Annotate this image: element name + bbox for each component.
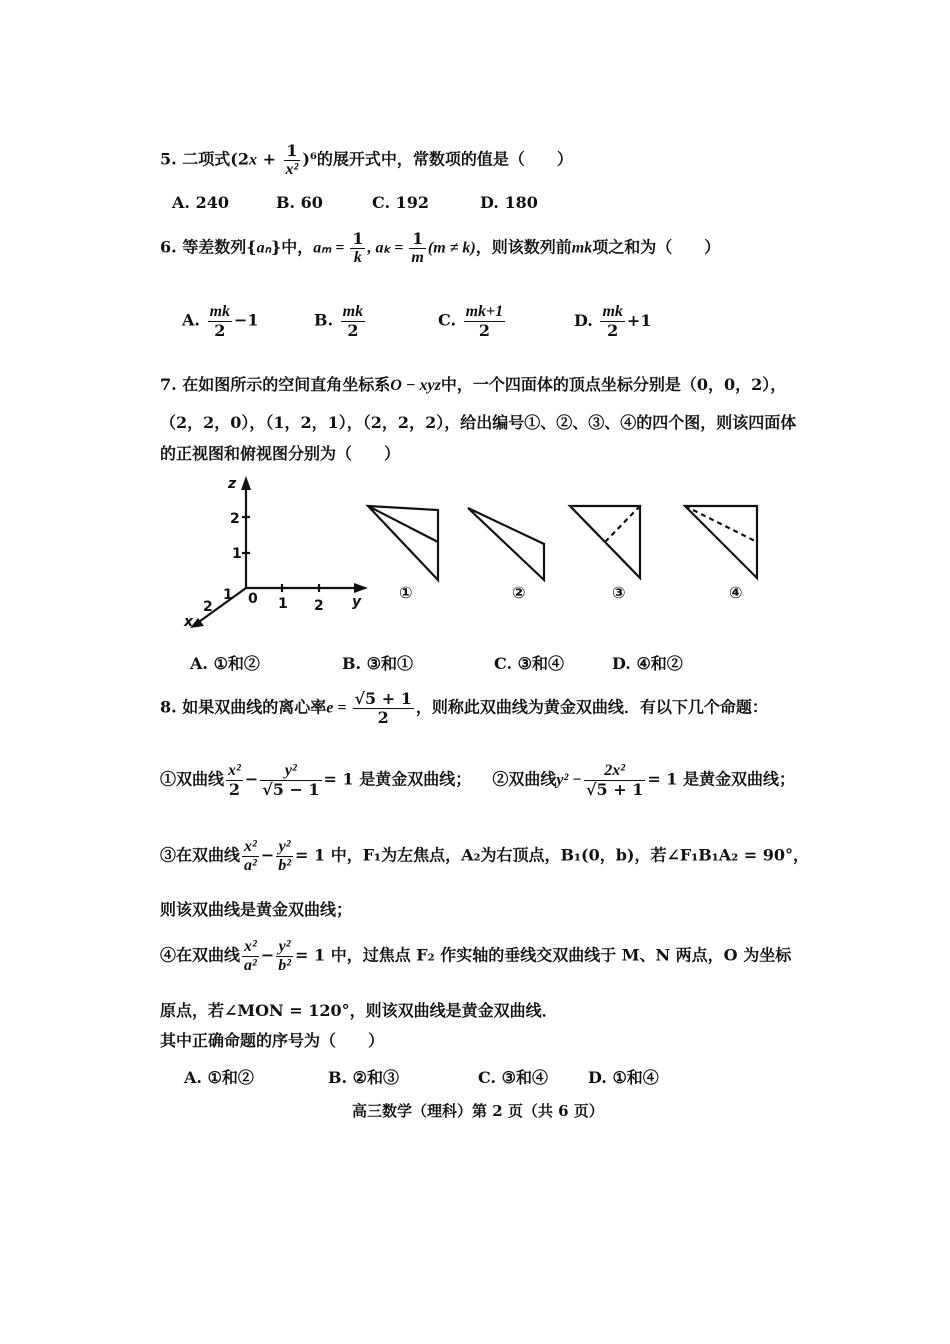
- option-fraction: [208, 303, 232, 339]
- q6-a-m: aₘ =: [313, 239, 349, 257]
- z-arrow: [241, 476, 251, 490]
- q7-figure: [180, 470, 800, 640]
- figure-label-1: ①: [399, 583, 413, 602]
- q8-options: [184, 1065, 659, 1088]
- frac-den: √5 + 1: [586, 779, 644, 799]
- q7-line-1: [160, 372, 786, 395]
- option-tail: +1: [626, 310, 652, 330]
- q8-proposition-3-line-2: 则该双曲线是黄金双曲线；: [160, 900, 353, 919]
- frac-num: √5 + 1: [354, 689, 412, 708]
- q8-option-a[interactable]: [184, 1065, 328, 1088]
- q5-frac-den: x²: [285, 160, 299, 178]
- q6-option-a[interactable]: [182, 303, 314, 339]
- p3-frac-1: [242, 838, 259, 874]
- p2-y: y² −: [556, 771, 582, 789]
- option-label: D.: [480, 193, 499, 212]
- q7-coordinate-system: O − xyz: [390, 377, 441, 394]
- option-label: B.: [342, 654, 362, 673]
- p2-text-post: = 1 是黄金双曲线；: [647, 769, 796, 789]
- y-tick-2: 2: [314, 598, 324, 614]
- figure-label-3: ③: [612, 583, 626, 602]
- frac-num: 1: [352, 229, 364, 248]
- option-label: D.: [612, 654, 631, 673]
- option-label: C.: [494, 654, 513, 673]
- q8-option-b[interactable]: [328, 1065, 478, 1088]
- q8-e-fraction: [353, 690, 414, 726]
- frac-num: x²: [228, 762, 241, 779]
- view-3-outline: [570, 506, 640, 578]
- frac-num: 1: [409, 230, 425, 249]
- frac-den: a²: [244, 856, 257, 874]
- option-label: D.: [588, 1068, 607, 1087]
- q5-option-d[interactable]: [480, 193, 538, 212]
- frac-num: mk+1: [465, 303, 504, 320]
- q7-line-2: （2，2，0），（1，2，1），（2，2，2），给出编号①、②、③、④的四个图，则该四面体: [160, 413, 797, 432]
- q6-option-b[interactable]: [314, 303, 438, 339]
- option-fraction: [341, 303, 365, 339]
- frac-den: b²: [278, 856, 292, 874]
- frac-num: mk: [209, 303, 231, 320]
- q7-option-a[interactable]: [190, 651, 342, 674]
- view-2-outline: [468, 508, 544, 580]
- option-fraction: [600, 303, 624, 339]
- q7-option-b[interactable]: [342, 651, 494, 674]
- y-arrow: [354, 583, 368, 593]
- q5-stem: [160, 142, 573, 178]
- p2-text-pre: ②双曲线: [492, 769, 557, 789]
- q6-a-n: aₙ: [256, 239, 271, 257]
- figure-label-4: ④: [729, 583, 743, 602]
- p3-text-post: = 1 中，F₁为左焦点，A₂为右顶点，B₁(0，b)，若∠F₁B₁A₂ = 90°，: [295, 845, 810, 865]
- option-text: ②和③: [352, 1068, 400, 1087]
- q6-text-mid: }中，: [270, 237, 314, 257]
- x-tick-1: 1: [223, 587, 233, 603]
- frac-den: 2: [478, 320, 490, 340]
- p1-text-pre: ①双曲线: [160, 769, 225, 789]
- q8-number: 8.: [160, 697, 177, 717]
- q7-line-3: 的正视图和俯视图分别为（ ）: [160, 444, 401, 463]
- q5-options: [172, 193, 538, 212]
- y-axis-label: y: [352, 594, 362, 610]
- option-label: B.: [314, 310, 334, 330]
- q6-number: 6.: [160, 237, 177, 257]
- frac-num: y²: [276, 838, 293, 857]
- option-text: ①和②: [207, 1068, 254, 1087]
- q6-text-pre: 等差数列{: [182, 237, 257, 257]
- option-label: B.: [276, 193, 296, 212]
- q5-number: 5.: [160, 149, 177, 169]
- frac-den: a²: [244, 956, 257, 974]
- p1-frac-1: [226, 762, 243, 798]
- q8-text-post: ，则称此双曲线为黄金双曲线．有以下几个命题：: [415, 697, 768, 717]
- frac-den: 2: [347, 320, 359, 340]
- q6-frac-2: [409, 230, 425, 266]
- page-footer: 高三数学（理科）第 2 页（共 6 页）: [352, 1102, 604, 1120]
- q8-proposition-4-line-2: 原点，若∠MON = 120°，则该双曲线是黄金双曲线．: [160, 1001, 558, 1020]
- option-text: 240: [195, 193, 229, 212]
- frac-num: 2x²: [584, 762, 645, 781]
- q5-option-c[interactable]: [372, 193, 480, 212]
- p4-frac-2: [276, 938, 293, 974]
- q5-option-a[interactable]: [172, 193, 276, 212]
- q6-condition: (m ≠ k): [427, 239, 476, 257]
- p3-frac-2: [276, 838, 293, 874]
- p1-text-post: = 1 是黄金双曲线；: [323, 769, 472, 789]
- option-tail: −1: [234, 310, 259, 330]
- p4-minus: −: [260, 945, 275, 965]
- option-text: 192: [395, 193, 430, 212]
- option-text: ③和④: [501, 1068, 548, 1087]
- option-text: ④和②: [636, 654, 683, 673]
- q5-expr-left: (2: [230, 149, 249, 169]
- q5-fraction: [284, 142, 301, 178]
- q7-text-1-post: 中，一个四面体的顶点坐标分别是（0，0，2），: [440, 375, 787, 394]
- frac-num: x²: [244, 838, 257, 855]
- q6-option-d[interactable]: [574, 303, 652, 340]
- frac-num: y²: [276, 938, 293, 957]
- q7-option-d[interactable]: [612, 654, 683, 673]
- option-fraction: [464, 303, 506, 339]
- q5-option-b[interactable]: [276, 193, 372, 212]
- p3-text-pre: ③在双曲线: [160, 845, 241, 865]
- q7-options: [190, 651, 683, 674]
- frac-den: √5 − 1: [262, 779, 320, 799]
- option-label: B.: [328, 1068, 348, 1087]
- frac-den: 2: [228, 779, 240, 799]
- q5-expr-right: )⁶: [302, 149, 317, 169]
- q6-option-c[interactable]: [438, 303, 574, 339]
- z-axis-label: z: [228, 476, 237, 492]
- q7-option-c[interactable]: [494, 651, 612, 674]
- q8-text-pre: 如果双曲线的离心率: [182, 697, 327, 717]
- q8-option-c[interactable]: [478, 1065, 588, 1088]
- q8-proposition-4: [160, 938, 791, 974]
- option-text: 180: [504, 193, 538, 212]
- frac-den: k: [353, 248, 362, 266]
- q6-a-k: , aₖ =: [367, 239, 408, 257]
- view-4-outline: [685, 506, 757, 578]
- q5-text-pre: 二项式: [182, 149, 231, 169]
- z-tick-2: 2: [230, 511, 240, 527]
- option-text: ①和④: [612, 1068, 659, 1087]
- frac-den: m: [411, 248, 424, 266]
- p3-minus: −: [260, 845, 275, 865]
- p2-frac: [584, 762, 645, 798]
- q8-proposition-3: [160, 838, 809, 874]
- q8-question: 其中正确命题的序号为（ ）: [160, 1031, 385, 1050]
- q6-stem: [160, 230, 720, 266]
- frac-den: 2: [377, 707, 389, 727]
- x-tick-2: 2: [203, 599, 213, 615]
- frac-num: mk: [602, 303, 623, 320]
- option-label: A.: [184, 1068, 202, 1087]
- q5-text-post: 的展开式中，常数项的值是（ ）: [316, 149, 573, 169]
- q7-text-1: 7. 在如图所示的空间直角坐标系: [160, 375, 391, 394]
- option-label: A.: [190, 654, 208, 673]
- option-text: ③和①: [366, 654, 414, 673]
- p4-frac-1: [242, 938, 259, 974]
- frac-den: b²: [278, 956, 292, 974]
- option-text: ③和④: [517, 654, 564, 673]
- frac-den: 2: [214, 320, 226, 340]
- view-1-inner-edge: [368, 506, 438, 542]
- q6-text-end: 项之和为（ ）: [592, 237, 721, 257]
- q6-options: [182, 303, 651, 339]
- q8-option-d[interactable]: [588, 1068, 659, 1087]
- figure-label-2: ②: [512, 583, 526, 602]
- option-text: 60: [300, 193, 323, 212]
- view-1-outline: [368, 506, 438, 580]
- frac-den: 2: [607, 320, 619, 340]
- x-axis-label: x: [184, 614, 194, 630]
- p4-text-pre: ④在双曲线: [160, 945, 241, 965]
- p1-minus: −: [244, 769, 259, 789]
- frac-num: x²: [244, 938, 257, 955]
- z-tick-1: 1: [232, 546, 242, 562]
- option-label: D.: [574, 310, 593, 330]
- q8-proposition-1-2: [160, 762, 795, 798]
- q5-expr-x: x: [249, 151, 257, 169]
- option-text: ①和②: [213, 654, 260, 673]
- frac-num: y²: [260, 762, 321, 781]
- option-label: A.: [182, 310, 200, 330]
- option-label: C.: [438, 310, 457, 330]
- q5-expr-plus: +: [257, 149, 282, 169]
- q6-frac-1: [350, 230, 365, 266]
- option-label: A.: [172, 193, 190, 212]
- q6-text-post: ，则该数列前: [475, 237, 572, 257]
- option-label: C.: [478, 1068, 497, 1087]
- option-label: C.: [372, 193, 391, 212]
- q6-mk: mk: [571, 239, 593, 257]
- view-3-hidden-edge: [605, 506, 640, 542]
- q8-stem: [160, 690, 768, 726]
- q5-frac-num: 1: [284, 142, 301, 161]
- q8-e: e =: [326, 699, 351, 717]
- p1-frac-2: [260, 762, 321, 798]
- view-4-hidden-edge: [685, 506, 757, 542]
- frac-num: mk: [342, 303, 364, 320]
- origin-label: 0: [248, 591, 258, 607]
- y-tick-1: 1: [278, 596, 288, 612]
- p4-text-post: = 1 中，过焦点 F₂ 作实轴的垂线交双曲线于 M、N 两点，O 为坐标: [295, 945, 792, 965]
